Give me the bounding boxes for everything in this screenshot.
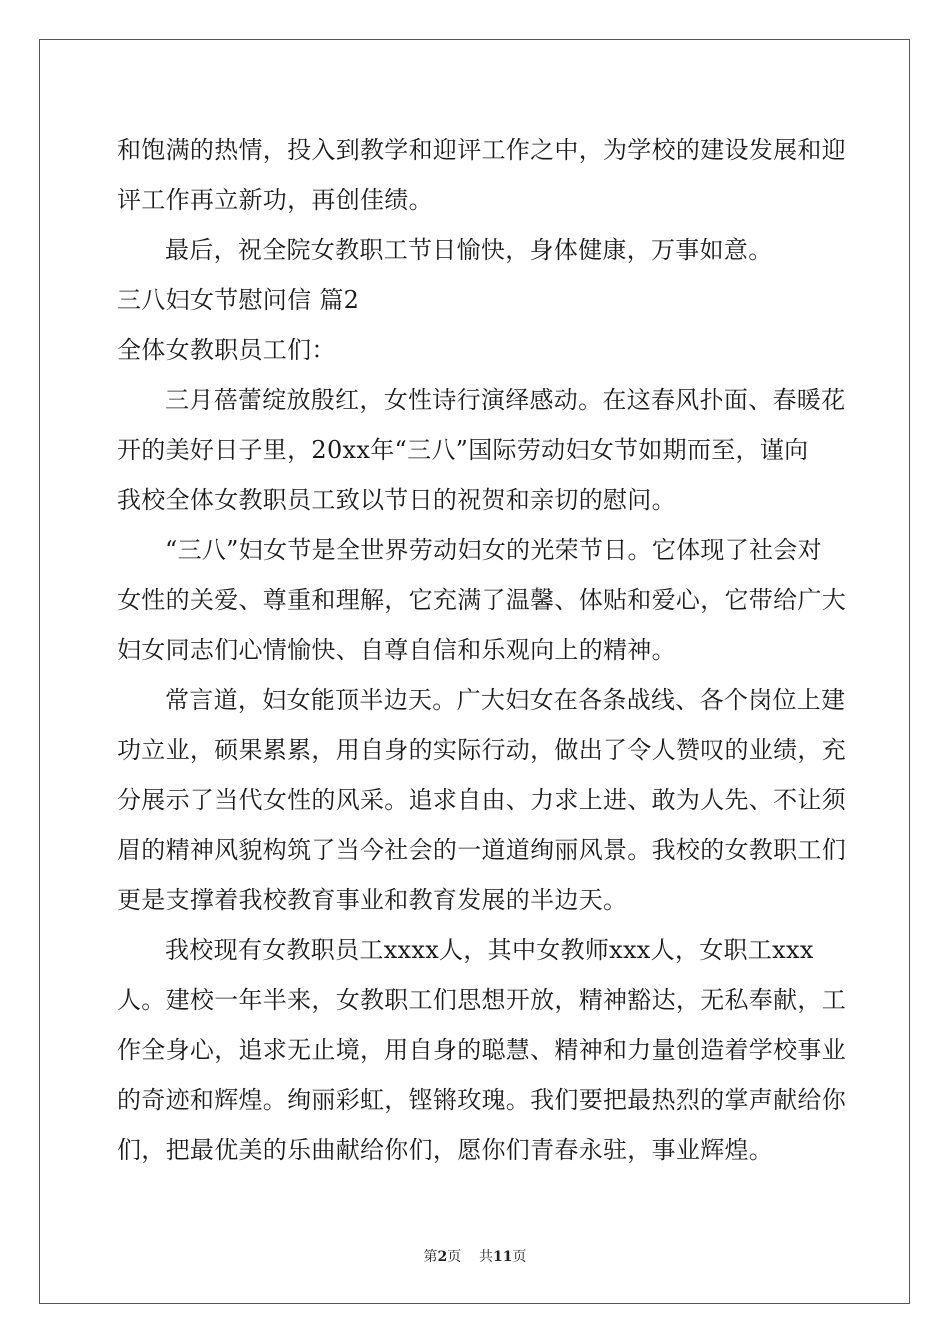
- body-line: 常言道，妇女能顶半边天。广大妇女在各条战线、各个岗位上建: [165, 686, 846, 714]
- total-pages: 11: [493, 1249, 513, 1265]
- salutation: 全体女教职员工们：: [117, 336, 336, 364]
- body-line: 更是支撑着我校教育事业和教育发展的半边天。: [117, 886, 628, 914]
- total-suffix: 页: [512, 1249, 527, 1265]
- page-prefix: 第: [423, 1249, 438, 1265]
- body-line: 女性的关爱、尊重和理解，它充满了温馨、体贴和爱心，它带给广大: [117, 586, 846, 614]
- body-line: “三八”妇女节是全世界劳动妇女的光荣节日。它体现了社会对: [165, 536, 822, 564]
- total-prefix: 共: [479, 1249, 494, 1265]
- body-line: 开的美好日子里，20xx年“三八”国际劳动妇女节如期而至，谨向: [117, 436, 809, 464]
- body-line: 功立业，硕果累累，用自身的实际行动，做出了令人赞叹的业绩，充: [117, 736, 846, 764]
- page-footer: [0, 1248, 950, 1266]
- body-line: 人。建校一年半来，女教职工们思想开放，精神豁达，无私奉献，工: [117, 986, 846, 1014]
- body-line: 分展示了当代女性的风采。追求自由、力求上进、敢为人先、不让须: [117, 786, 846, 814]
- body-line: 评工作再立新功，再创佳绩。: [117, 186, 433, 214]
- body-line: 们，把最优美的乐曲献给你们，愿你们青春永驻，事业辉煌。: [117, 1136, 774, 1164]
- body-line: 眉的精神风貌构筑了当今社会的一道道绚丽风景。我校的女教职工们: [117, 836, 846, 864]
- section-heading: 三八妇女节慰问信 篇2: [117, 286, 360, 314]
- body-line: 和饱满的热情，投入到教学和迎评工作之中，为学校的建设发展和迎: [117, 136, 846, 164]
- body-line: 的奇迹和辉煌。绚丽彩虹，铿锵玫瑰。我们要把最热烈的掌声献给你: [117, 1086, 846, 1114]
- page-suffix: 页: [447, 1249, 462, 1265]
- body-line: 我校全体女教职员工致以节日的祝贺和亲切的慰问。: [117, 486, 676, 514]
- page-number: 2: [437, 1249, 448, 1265]
- body-line: 作全身心，追求无止境，用自身的聪慧、精神和力量创造着学校事业: [117, 1036, 846, 1064]
- body-line: 我校现有女教职员工xxxx人，其中女教师xxx人，女职工xxx: [165, 936, 814, 964]
- body-line: 妇女同志们心情愉快、自尊自信和乐观向上的精神。: [117, 636, 676, 664]
- closing-wishes: 最后，祝全院女教职工节日愉快，身体健康，万事如意。: [165, 236, 773, 264]
- body-line: 三月蓓蕾绽放殷红，女性诗行演绎感动。在这春风扑面、春暖花: [165, 386, 846, 414]
